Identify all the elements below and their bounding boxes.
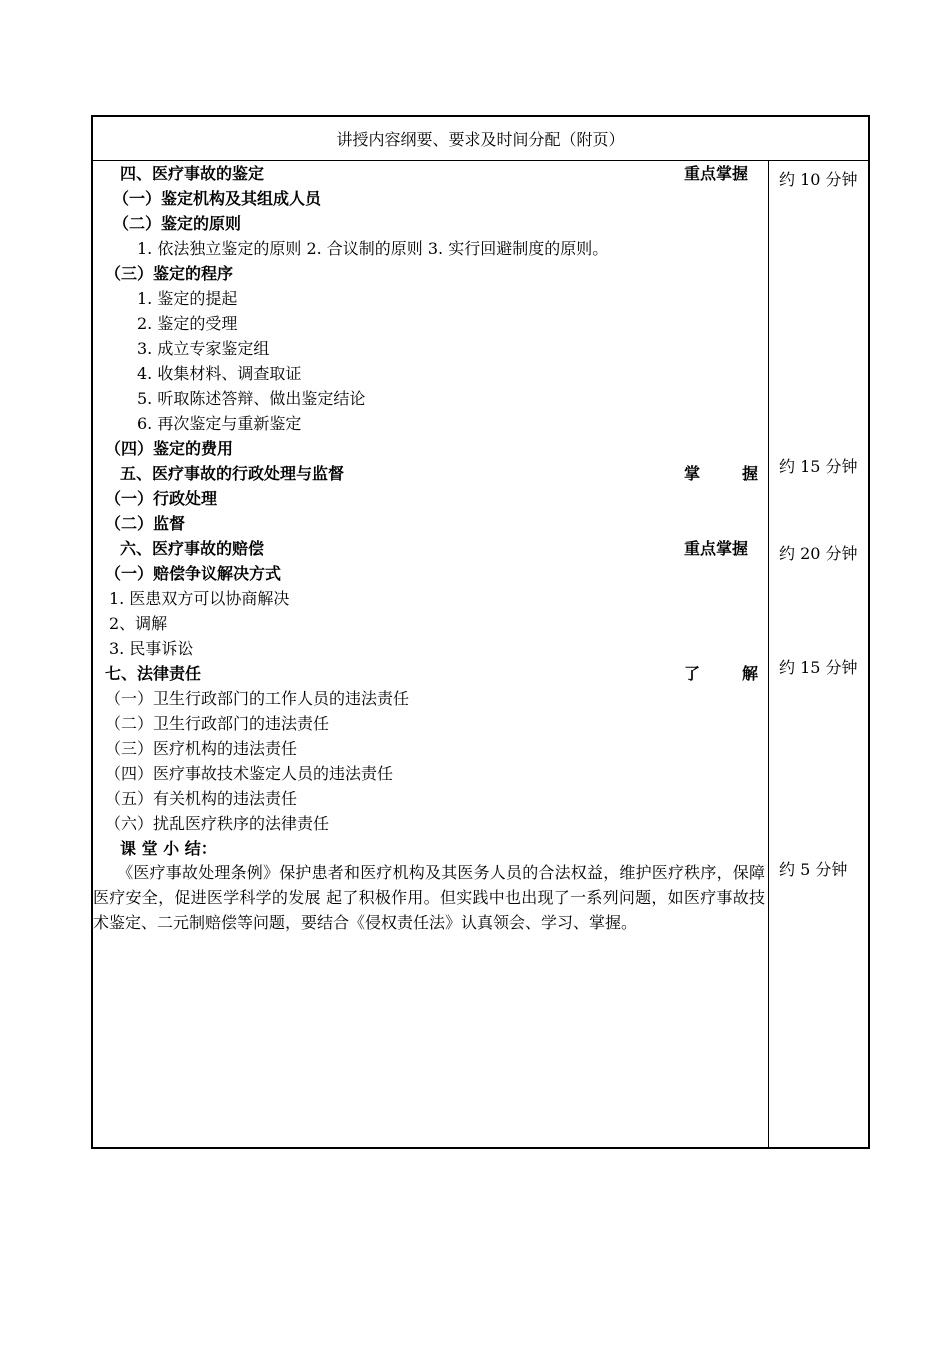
section-4-sub4: （四）鉴定的费用: [105, 439, 234, 458]
list-item: （一）卫生行政部门的工作人员的违法责任: [105, 689, 410, 708]
summary-time: 约 5 分钟: [779, 860, 848, 879]
section-6-title: 六、医疗事故的赔偿: [120, 539, 265, 558]
list-item: （三）医疗机构的违法责任: [105, 739, 298, 758]
section-5-sub1: （一）行政处理: [105, 489, 218, 508]
section-6-sub1: （一）赔偿争议解决方式: [105, 564, 282, 583]
section-6-time: 约 20 分钟: [779, 544, 858, 563]
section-4-requirement: 重点掌握: [684, 164, 749, 183]
list-item: （二）卫生行政部门的违法责任: [105, 714, 330, 733]
section-4-sub3: （三）鉴定的程序: [105, 264, 234, 283]
table-header: [93, 117, 868, 161]
summary-text: 《医疗事故处理条例》保护患者和医疗机构及其医务人员的合法权益，维护医疗秩序，保障医疗安全，促进医学科学的发展 起了积极作用。但实践中也出现了一系列问题，如医疗事故技术鉴定、二元制赔偿等问题，要结合《侵权责任法》认真领会、学习、掌握。: [93, 863, 765, 932]
section-6-requirement: 重点掌握: [684, 539, 749, 558]
list-item: （四）医疗事故技术鉴定人员的违法责任: [105, 764, 394, 783]
list-item: 4. 收集材料、调查取证: [137, 364, 302, 383]
list-item: （五）有关机构的违法责任: [105, 789, 298, 808]
section-7-title: 七、法律责任: [105, 664, 202, 683]
list-item: 2. 鉴定的受理: [137, 314, 238, 333]
section-4-time: 约 10 分钟: [779, 170, 858, 189]
list-item: （六）扰乱医疗秩序的法律责任: [105, 814, 330, 833]
list-item: 6. 再次鉴定与重新鉴定: [137, 414, 302, 433]
section-7-time: 约 15 分钟: [779, 658, 858, 677]
section-5-sub2: （二）监督: [105, 514, 186, 533]
section-5-time: 约 15 分钟: [779, 457, 858, 476]
list-item: 3. 成立专家鉴定组: [137, 339, 270, 358]
outline-table: [91, 115, 870, 1149]
list-item: 5. 听取陈述答辩、做出鉴定结论: [137, 389, 366, 408]
summary-title: 课 堂 小 结：: [120, 839, 217, 858]
section-4-title: 四、医疗事故的鉴定: [120, 164, 265, 183]
section-5-title: 五、医疗事故的行政处理与监督: [120, 464, 345, 483]
section-4-principles: 1. 依法独立鉴定的原则 2. 合议制的原则 3. 实行回避制度的原则。: [137, 239, 609, 258]
list-item: 2、调解: [109, 614, 168, 633]
section-5-requirement: 掌 握: [684, 464, 758, 483]
header-title: 讲授内容纲要、要求及时间分配（附页）: [336, 130, 625, 149]
list-item: 1. 医患双方可以协商解决: [109, 589, 290, 608]
section-7-requirement: 了 解: [684, 664, 758, 683]
section-4-sub2: （二）鉴定的原则: [113, 214, 242, 233]
section-4-sub1: （一）鉴定机构及其组成人员: [113, 189, 322, 208]
list-item: 1. 鉴定的提起: [137, 289, 238, 308]
list-item: 3. 民事诉讼: [109, 639, 194, 658]
column-divider: [768, 160, 769, 1147]
